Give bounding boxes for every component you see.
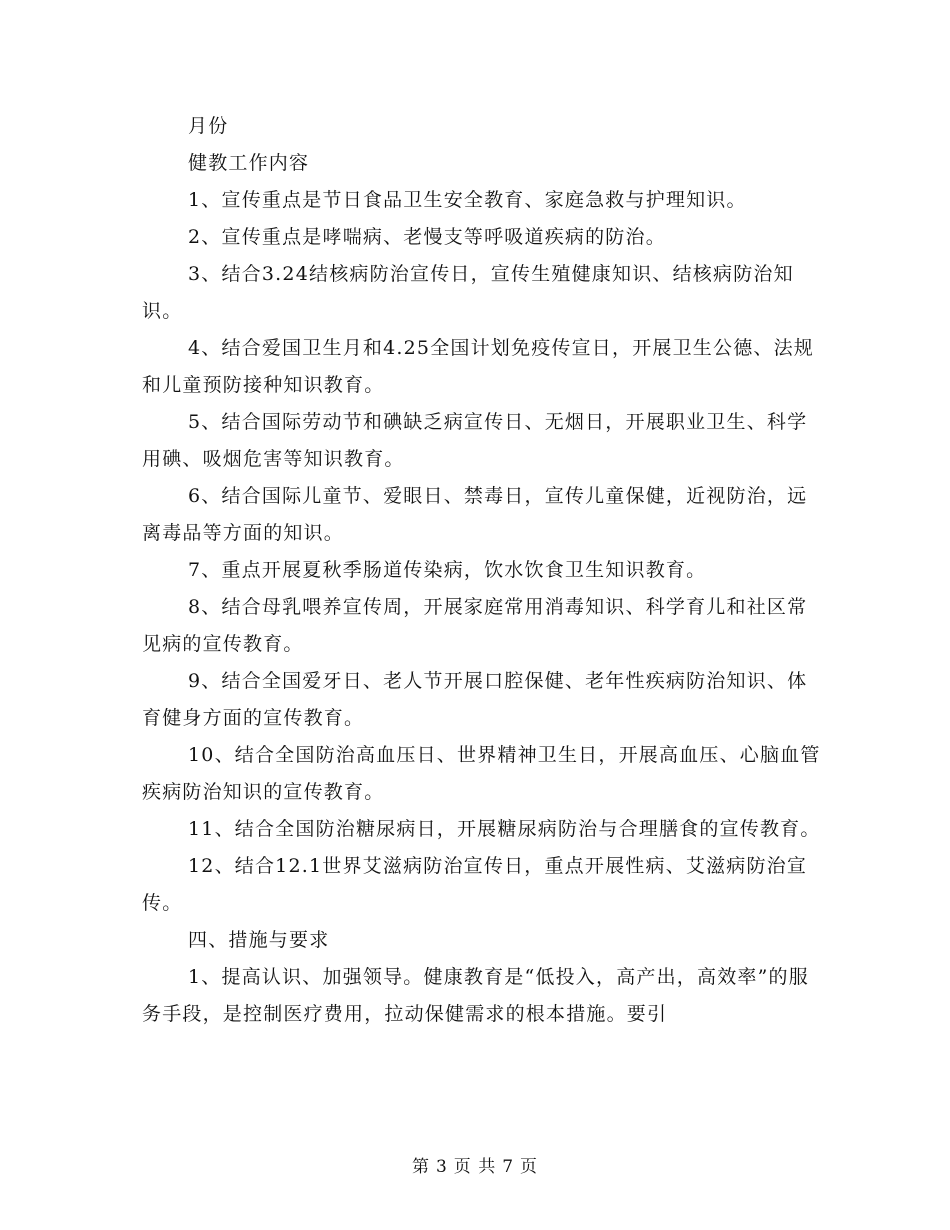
paragraph: 5、结合国际劳动节和碘缺乏病宣传日、无烟日，开展职业卫生、科学用碘、吸烟危害等知识教育。 bbox=[142, 411, 808, 470]
paragraph: 1、宣传重点是节日食品卫生安全教育、家庭急救与护理知识。 bbox=[188, 189, 747, 211]
paragraph: 9、结合全国爱牙日、老人节开展口腔保健、老年性疾病防治知识、体育健身方面的宣传教育。 bbox=[142, 670, 808, 729]
section-heading: 四、措施与要求 bbox=[188, 929, 330, 951]
document-body bbox=[142, 108, 822, 1033]
paragraph: 11、结合全国防治糖尿病日，开展糖尿病防治与合理膳食的宣传教育。 bbox=[188, 818, 821, 840]
paragraph: 10、结合全国防治高血压日、世界精神卫生日，开展高血压、心脑血管疾病防治知识的宣传教育。 bbox=[142, 744, 821, 803]
paragraph: 月份 bbox=[188, 115, 229, 137]
paragraph: 6、结合国际儿童节、爱眼日、禁毒日，宣传儿童保健，近视防治，远离毒品等方面的知识。 bbox=[142, 485, 808, 544]
paragraph: 健教工作内容 bbox=[188, 152, 310, 174]
paragraph: 12、结合12.1世界艾滋病防治宣传日，重点开展性病、艾滋病防治宣传。 bbox=[142, 855, 808, 914]
paragraph: 3、结合3.24结核病防治宣传日，宣传生殖健康知识、结核病防治知识。 bbox=[142, 263, 794, 322]
paragraph: 8、结合母乳喂养宣传周，开展家庭常用消毒知识、科学育儿和社区常见病的宣传教育。 bbox=[142, 596, 808, 655]
page-footer bbox=[0, 1152, 950, 1177]
footer-middle: 页 共 bbox=[453, 1157, 497, 1177]
paragraph: 4、结合爱国卫生月和4.25全国计划免疫传宣日，开展卫生公德、法规和儿童预防接种知识教育。 bbox=[142, 337, 814, 396]
paragraph: 2、宣传重点是哮喘病、老慢支等呼吸道疾病的防治。 bbox=[188, 226, 666, 248]
footer-suffix: 页 bbox=[520, 1157, 539, 1177]
total-page-number: 7 bbox=[502, 1157, 515, 1177]
current-page-number: 3 bbox=[435, 1157, 448, 1177]
paragraph: 7、重点开展夏秋季肠道传染病，饮水饮食卫生知识教育。 bbox=[188, 559, 707, 581]
footer-prefix: 第 bbox=[411, 1157, 430, 1177]
paragraph: 1、提高认识、加强领导。健康教育是“低投入，高产出，高效率”的服务手段，是控制医疗费用，拉动保健需求的根本措施。要引 bbox=[142, 966, 809, 1025]
